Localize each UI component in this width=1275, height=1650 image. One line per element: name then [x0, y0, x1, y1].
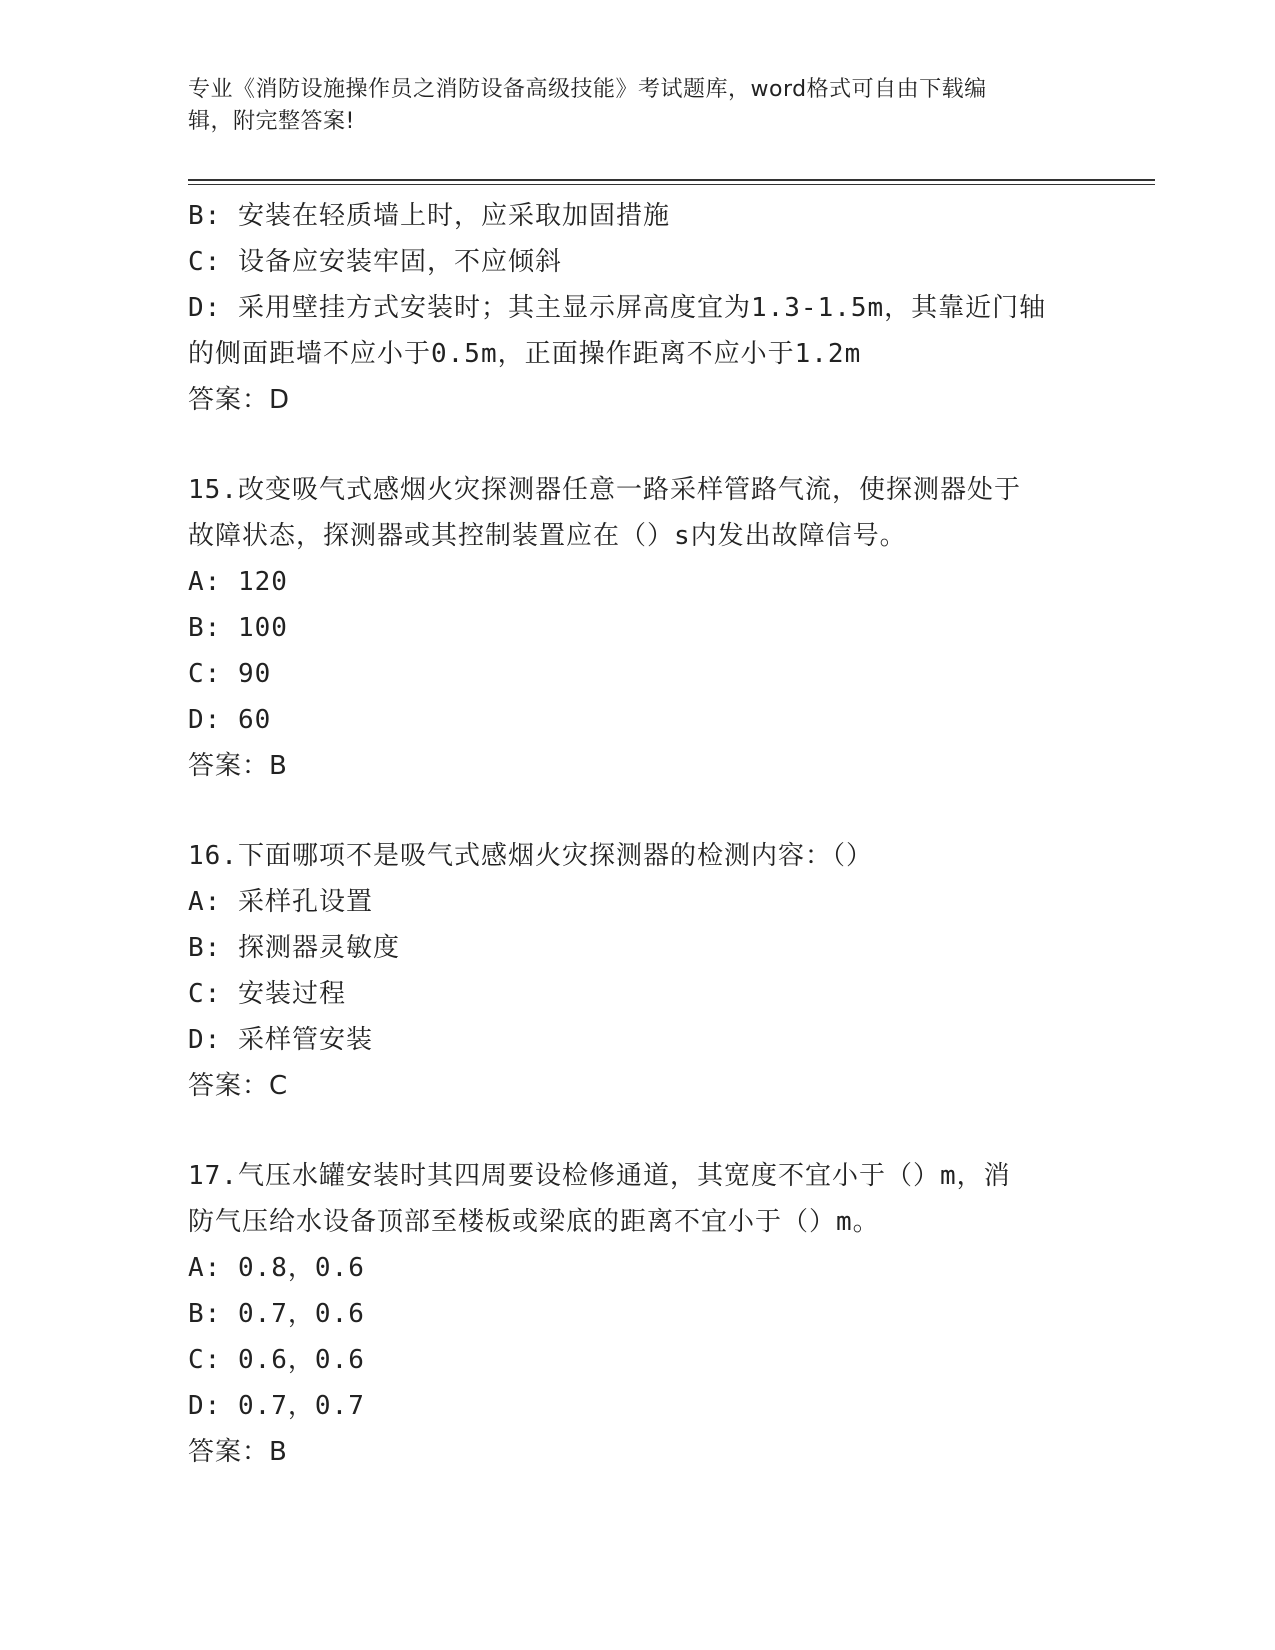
- question-list: [188, 193, 1088, 1475]
- document-header: [188, 74, 1078, 138]
- question-stem: 15.改变吸气式感烟火灾探测器任意一路采样管路气流，使探测器处于: [188, 475, 1021, 505]
- option-d-continued: 的侧面距墙不应小于0.5m，正面操作距离不应小于1.2m: [188, 339, 862, 369]
- answer-line: 答案：C: [188, 1071, 289, 1101]
- spacer: [188, 789, 1088, 833]
- header-divider-thin: [188, 184, 1155, 185]
- option-b: B: 0.7，0.6: [188, 1299, 365, 1329]
- question-stem: 17.气压水罐安装时其四周要设检修通道，其宽度不宜小于（）m，消: [188, 1161, 1011, 1191]
- option-c: C: 设备应安装牢固，不应倾斜: [188, 247, 562, 277]
- option-c: C: 90: [188, 659, 272, 689]
- question-block-15: [188, 467, 1088, 789]
- header-line-2: 辑，附完整答案!: [188, 109, 355, 134]
- option-b: B: 安装在轻质墙上时，应采取加固措施: [188, 201, 670, 231]
- option-a: A: 采样孔设置: [188, 887, 373, 917]
- option-c: C: 安装过程: [188, 979, 346, 1009]
- option-a: A: 0.8，0.6: [188, 1253, 365, 1283]
- answer-line: 答案：B: [188, 751, 288, 781]
- option-d: D: 60: [188, 705, 272, 735]
- answer-line: 答案：D: [188, 385, 291, 415]
- option-c: C: 0.6，0.6: [188, 1345, 365, 1375]
- option-b: B: 100: [188, 613, 288, 643]
- header-divider: [188, 179, 1155, 181]
- answer-line: 答案：B: [188, 1437, 288, 1467]
- question-stem-continued: 故障状态，探测器或其控制装置应在（）s内发出故障信号。: [188, 521, 907, 551]
- question-block-14: [188, 193, 1088, 423]
- option-b: B: 探测器灵敏度: [188, 933, 400, 963]
- question-stem-continued: 防气压给水设备顶部至楼板或梁底的距离不宜小于（）m。: [188, 1207, 880, 1237]
- option-d: D: 0.7，0.7: [188, 1391, 365, 1421]
- header-line-1: 专业《消防设施操作员之消防设备高级技能》考试题库，word格式可自由下载编: [188, 77, 987, 102]
- option-d: D: 采用壁挂方式安装时；其主显示屏高度宜为1.3-1.5m，其靠近门轴: [188, 293, 1047, 323]
- option-d: D: 采样管安装: [188, 1025, 373, 1055]
- question-stem: 16.下面哪项不是吸气式感烟火灾探测器的检测内容：（）: [188, 841, 873, 871]
- question-block-16: [188, 833, 1088, 1109]
- spacer: [188, 423, 1088, 467]
- question-block-17: [188, 1153, 1088, 1475]
- option-a: A: 120: [188, 567, 288, 597]
- spacer: [188, 1109, 1088, 1153]
